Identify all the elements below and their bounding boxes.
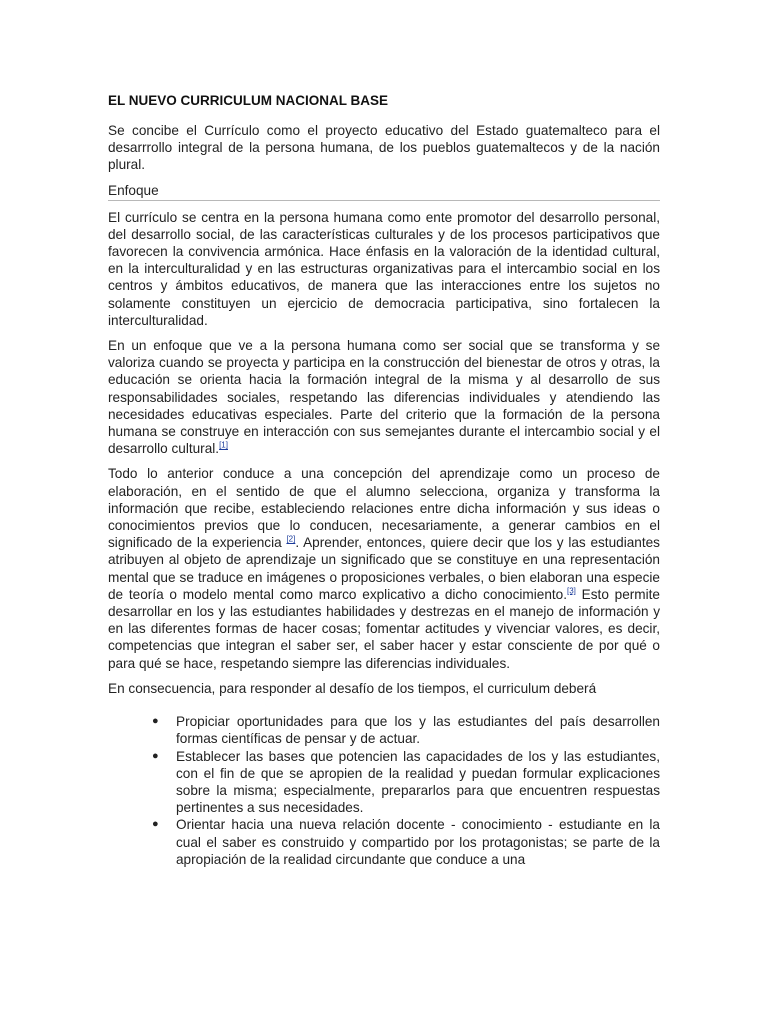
list-item	[152, 748, 660, 817]
list-item	[152, 713, 660, 747]
document-page	[108, 92, 660, 868]
paragraph-3-text-b: . Aprender, entonces, quiere decir que los y las estudiantes atribuyen al objeto de aprendizaje un significado que se constituye en una representación mental que se traduce en imágenes o proposiciones verbales, o bien elaboran una especie de teoría o modelo mental como marco explicativo a dicho conocimiento.	[108, 535, 660, 602]
intro-paragraph: Se concibe el Currículo como el proyecto educativo del Estado guatemalteco para el desarrrollo integral de la persona humana, de los pueblos guatemaltecos y de la nación plural.	[108, 123, 660, 173]
list-item-text: Establecer las bases que potencien las capacidades de los y las estudiantes, con el fin de que se apropien de la realidad y puedan formular explicaciones sobre la misma; especialmente, prepararlos para que encuentren respuestas pertinentes a sus necesidades.	[176, 748, 660, 816]
objectives-list	[108, 713, 660, 868]
list-item-text: Propiciar oportunidades para que los y las estudiantes del país desarrollen formas científicas de pensar y de actuar.	[176, 714, 660, 747]
paragraph-2-text: En un enfoque que ve a la persona humana como ser social que se transforma y se valoriza cuando se proyecta y participa en la construcción del bienestar de otros y otras, la educación se orienta hacia la formación integral de la misma y al desarrollo de sus responsabilidades sociales, respetando las diferencias individuales y atendiendo las necesidades educativas especiales. Parte del criterio que la formación de la persona humana se construye en interacción con sus semejantes durante el intercambio social y el desarrollo cultural.	[108, 338, 660, 457]
list-item	[152, 816, 660, 868]
paragraph-3	[108, 465, 660, 671]
footnote-link-1[interactable]: [1]	[219, 440, 228, 450]
footnote-link-3[interactable]: [3]	[567, 586, 576, 596]
paragraph-2	[108, 337, 660, 457]
paragraph-4: En consecuencia, para responder al desafío de los tiempos, el curriculum deberá	[108, 680, 597, 696]
bullet-icon: ●	[152, 818, 159, 831]
paragraph-3-text-c: Esto permite desarrollar en los y las estudiantes habilidades y destrezas en el manejo de información y en las diferentes formas de hacer cosas; fomentar actitudes y vivenciar valores, es decir, competencias que integran el saber ser, el saber hacer y estar consciente de por qué o para qué se hace, respetando siempre las diferencias individuales.	[108, 586, 660, 671]
list-item-text: Orientar hacia una nueva relación docente - conocimiento - estudiante en la cual el saber es construido y compartido por los protagonistas; se parte de la apropiación de la realidad circundante que conduce a una	[176, 817, 660, 867]
bullet-icon: ●	[152, 715, 159, 728]
footnote-link-2[interactable]: [2]	[286, 534, 296, 544]
paragraph-1: El currículo se centra en la persona humana como ente promotor del desarrollo personal, del desarrollo social, de las características culturales y de los procesos participativos que favorecen la convivencia armónica. Hace énfasis en la valoración de la identidad cultural, en la interculturalidad y en las estructuras organizativas para el intercambio social en los centros y ámbitos educativos, de manera que las interacciones entre los sujetos no solamente constituyen un ejercicio de democracia participativa, sino fortalecen la interculturalidad.	[108, 209, 660, 328]
paragraph-3-text-a: Todo lo anterior conduce a una concepción del aprendizaje como un proceso de elaboración, en el sentido de que el alumno selecciona, organiza y transforma la información que recibe, estableciendo relaciones entre dicha información y sus ideas o conocimientos previos que lo conducen, necesariamente, a generar cambios en el significado de la experiencia	[108, 466, 660, 551]
section-heading-enfoque: Enfoque	[108, 182, 660, 201]
bullet-icon: ●	[152, 749, 159, 762]
document-title: EL NUEVO CURRICULUM NACIONAL BASE	[108, 93, 389, 108]
